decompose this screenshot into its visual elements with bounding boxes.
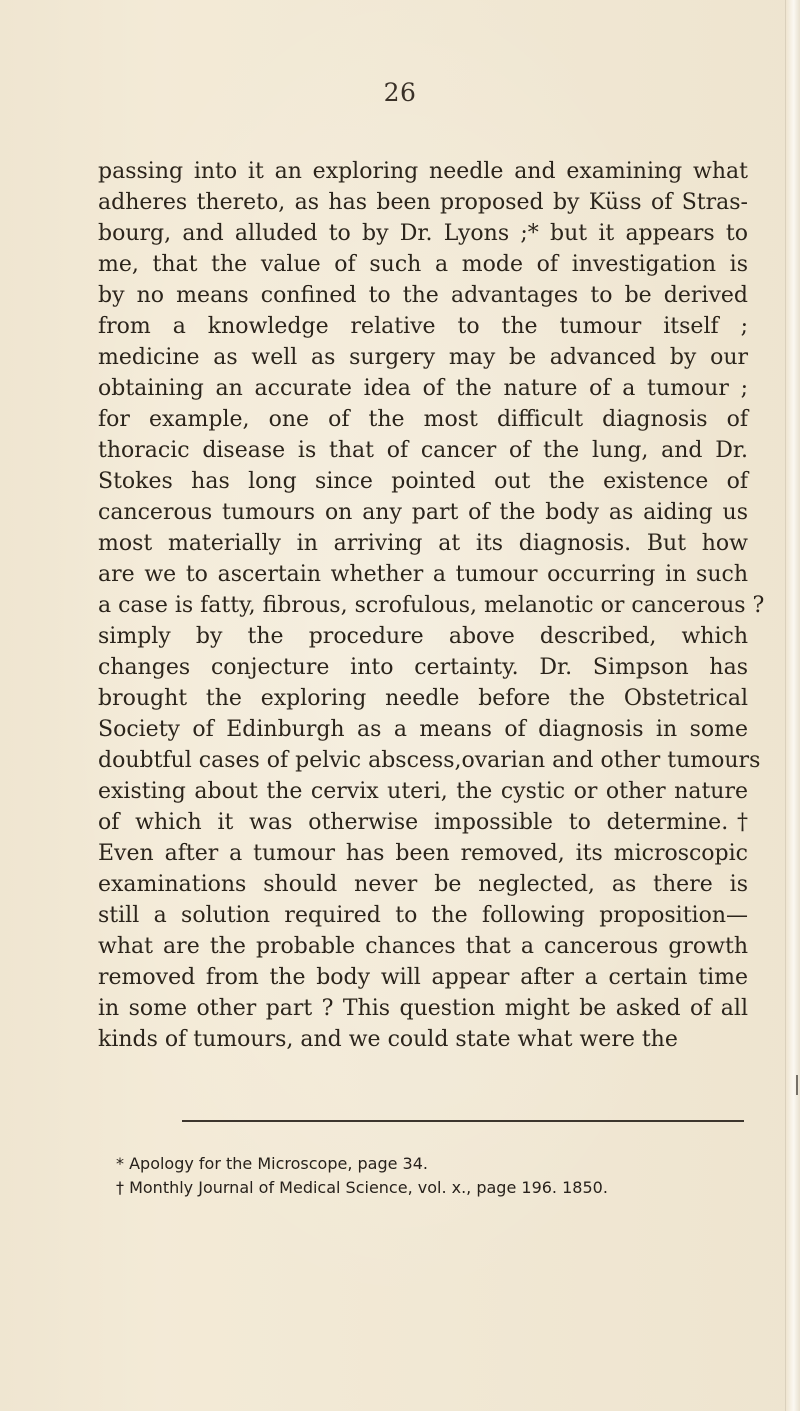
- text-line: Even after a tumour has been removed, its microscopic: [98, 841, 748, 866]
- text-line: kinds of tumours, and we could state what were the: [98, 1027, 678, 1052]
- text-line: existing about the cervix uteri, the cystic or other nature: [98, 779, 748, 804]
- text-line: of which it was otherwise impossible to determine.†: [98, 810, 748, 835]
- text-line: removed from the body will appear after a certain time: [98, 965, 748, 990]
- text-line: Stokes has long since pointed out the existence of: [98, 469, 748, 494]
- text-line: a case is fatty, fibrous, scrofulous, melanotic or cancerous ?: [98, 593, 765, 618]
- page-number: 26: [383, 78, 417, 107]
- text-line: for example, one of the most difficult diagnosis of: [98, 407, 748, 432]
- text-line: Society of Edinburgh as a means of diagnosis in some: [98, 717, 748, 742]
- text-line: most materially in arriving at its diagnosis. But how: [98, 531, 748, 556]
- footnote-1: * Apology for the Microscope, page 34.: [116, 1154, 428, 1173]
- text-line: what are the probable chances that a cancerous growth: [98, 934, 748, 959]
- text-line: are we to ascertain whether a tumour occurring in such: [98, 562, 748, 587]
- text-line: doubtful cases of pelvic abscess,ovarian and other tumours: [98, 748, 761, 773]
- text-line: changes conjecture into certainty. Dr. Simpson has: [98, 655, 748, 680]
- text-line: me, that the value of such a mode of investigation is: [98, 252, 748, 277]
- text-line: adheres thereto, as has been proposed by Küss of Stras-: [98, 190, 748, 215]
- text-line: by no means confined to the advantages to be derived: [98, 283, 748, 308]
- text-line: simply by the procedure above described, which: [98, 624, 748, 649]
- text-line: examinations should never be neglected, as there is: [98, 872, 748, 897]
- footnotes: [116, 1152, 676, 1200]
- text-line: still a solution required to the following proposition—: [98, 903, 748, 928]
- page-edge: [785, 0, 800, 1411]
- text-line: brought the exploring needle before the Obstetrical: [98, 686, 748, 711]
- text-line: passing into it an exploring needle and examining what: [98, 159, 748, 184]
- text-line: medicine as well as surgery may be advanced by our: [98, 345, 748, 370]
- text-line: bourg, and alluded to by Dr. Lyons ;* but it appears to: [98, 221, 748, 246]
- footnote-separator: [182, 1120, 744, 1122]
- text-line: in some other part ? This question might be asked of all: [98, 996, 748, 1021]
- margin-mark: [796, 1075, 798, 1095]
- text-line: cancerous tumours on any part of the body as aiding us: [98, 500, 748, 525]
- text-line: thoracic disease is that of cancer of the lung, and Dr.: [98, 438, 748, 463]
- text-line: from a knowledge relative to the tumour itself ;: [98, 314, 748, 339]
- main-text: [98, 156, 765, 1055]
- footnote-2: † Monthly Journal of Medical Science, vol. x., page 196. 1850.: [116, 1178, 608, 1197]
- text-line: obtaining an accurate idea of the nature of a tumour ;: [98, 376, 748, 401]
